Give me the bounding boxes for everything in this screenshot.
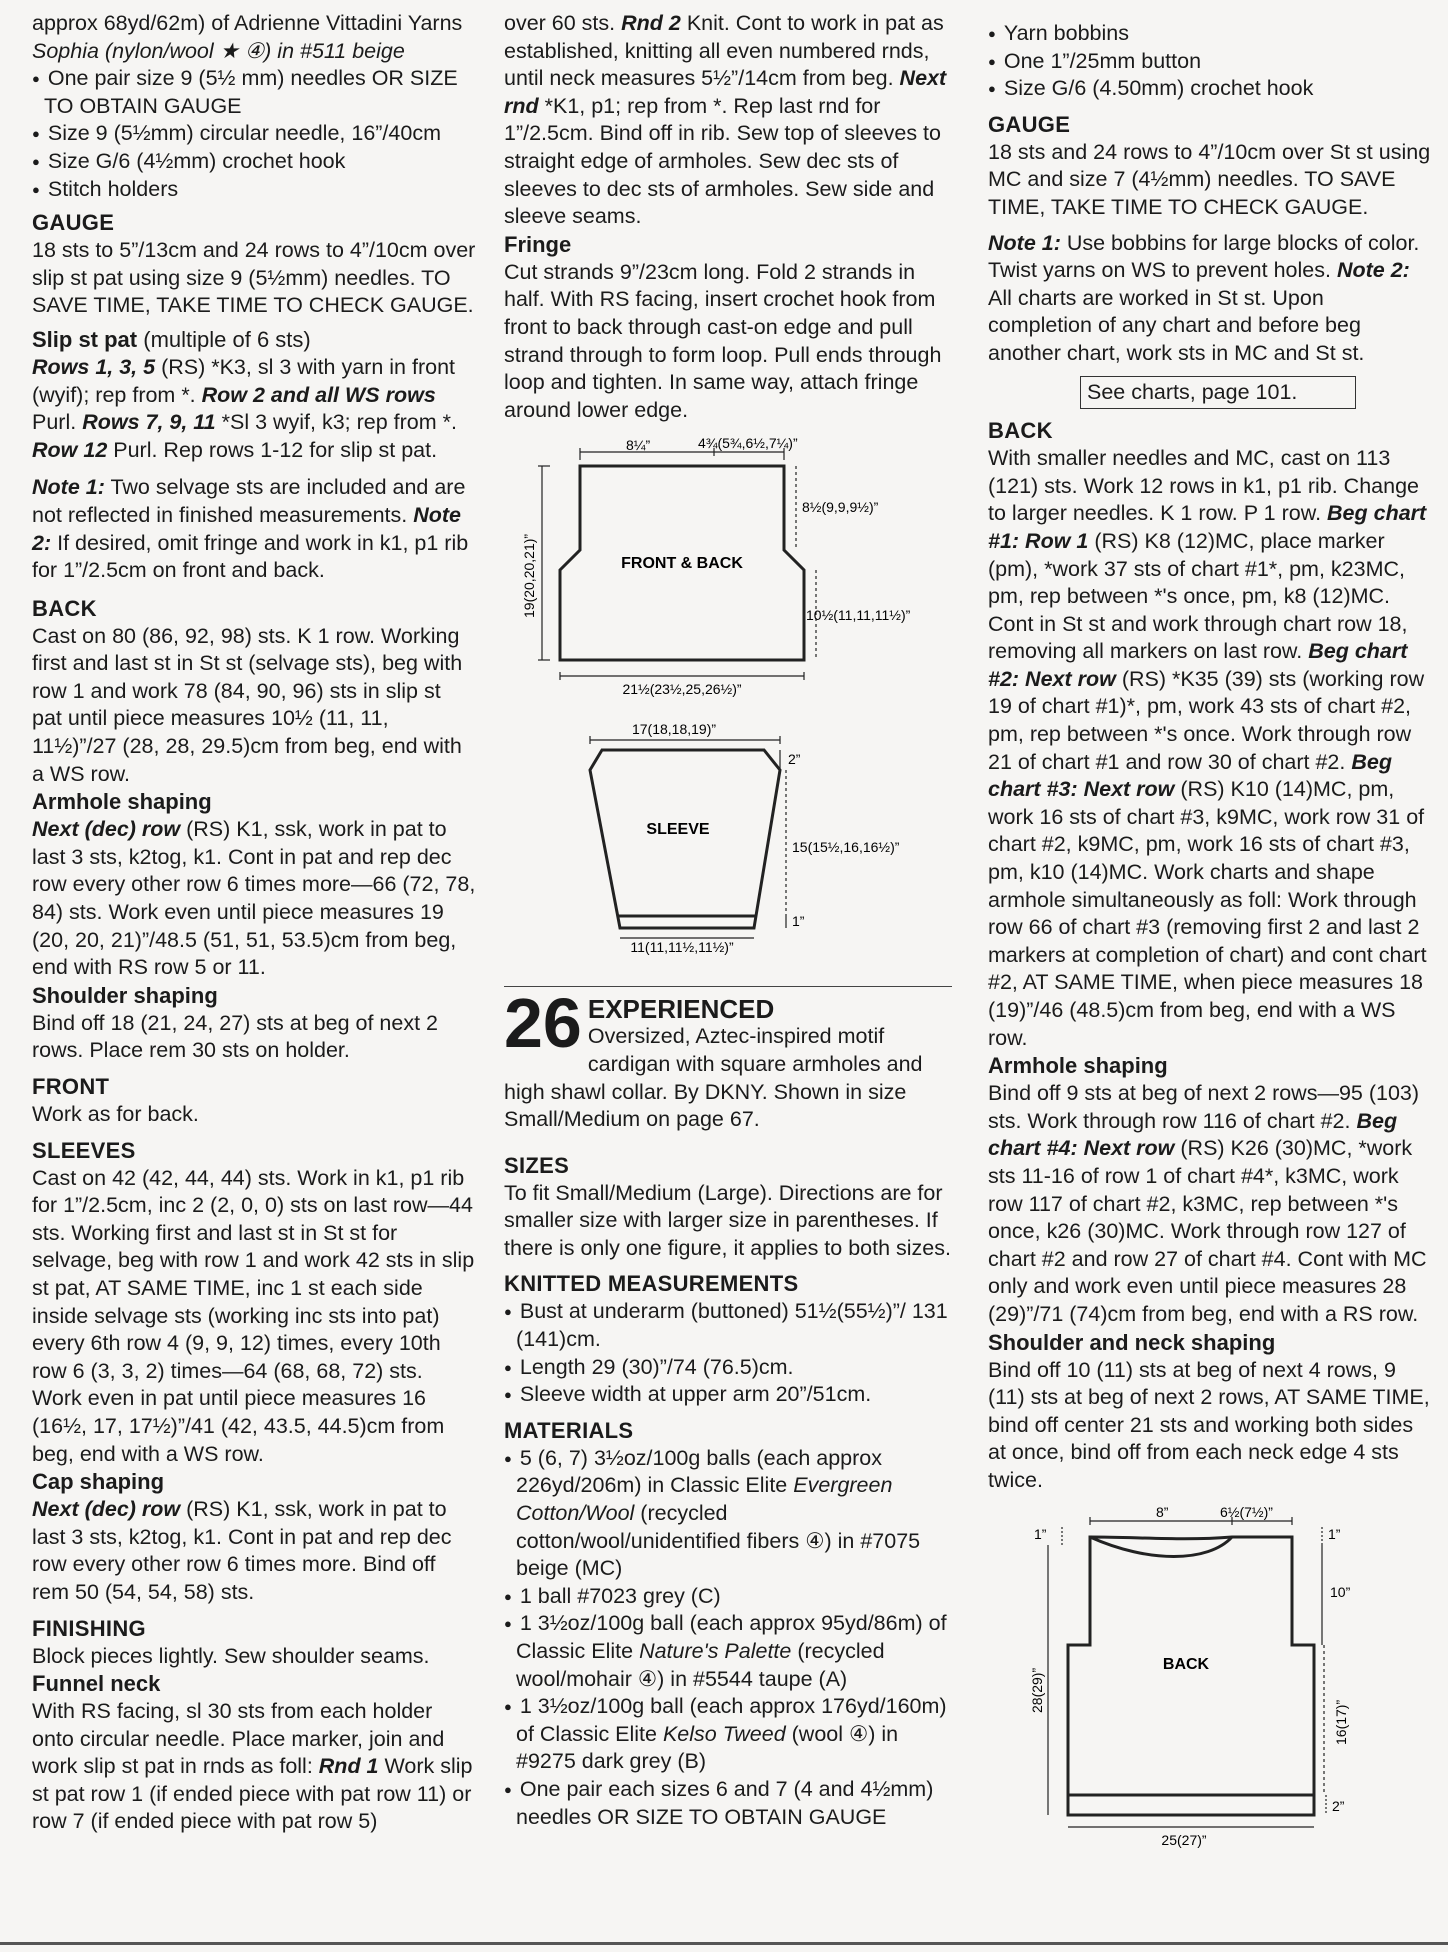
bk-dim-length: 28(29)” [1029,1667,1045,1713]
notes: Note 1: Use bobbins for large blocks of color. Twist yarns on WS to prevent holes. Note 2: All charts are worked in St st. Upon completion of any chart and before beg another chart, work sts in MC and St st. [988,230,1420,365]
column-1 [32,10,476,1836]
back-text: With smaller needles and MC, cast on 113 (121) sts. Work 12 rows in k1, p1 rib. Change to larger needles. K 1 row. P 1 row. Beg chart #1: Row 1 (RS) K8 (12)MC, place marker (pm), *work 37 sts of chart #1*, pm, k23MC, pm, rep between *'s once, pm, k8 (12)MC. Cont in St st and work through chart row 18, removing all markers on last row. Beg chart #2: Next row (RS) *K35 (39) sts (working row 19 of chart #1)*, pm, work 43 sts of chart #2, pm, rep between *'s once. Work through row 21 of chart #1 and row 30 of chart #2. Beg chart #3: Next row (RS) K10 (14)MC, pm, work 16 sts of chart #3, k9MC, work row 31 of chart #2, k9MC, pm, work 16 sts of chart #3, pm, k10 (14)MC. Work charts and shape armhole simultaneously as foll: Work through row 66 of chart #3 (removing first 2 and last 2 markers at completion of chart) and cont chart #2, AT SAME TIME, when piece measures 18 (19)”/46 (48.5)cm from beg, end with a WS row. [988,446,1427,1050]
project-number: 26 [504,984,582,1063]
intro-line-1: approx 68yd/62m) of Adrienne Vittadini Yarns [32,11,463,35]
measurement-item: ● Length 29 (30)”/74 (76.5)cm. [504,1354,952,1382]
fb-dim-bottom: 21½(23½,25,26½)” [622,681,742,698]
fb-dim-side: 10½(11,11,11½)” [806,607,911,624]
bk-dim-shoulder-right: 1” [1328,1525,1341,1542]
material-item: ● Size 9 (5½mm) circular needle, 16”/40cm [32,120,476,148]
notes: Note 1: Two selvage sts are included and are not reflected in finished measurements. Note 2: If desired, omit fringe and work in k1, p1 rib for 1”/2.5cm on front and back. [32,475,469,583]
sl-dim-rib: 1” [792,913,805,930]
bk-dim-armhole: 10” [1330,1583,1351,1600]
back-text: Cast on 80 (86, 92, 98) sts. K 1 row. Working first and last st in St st (selvage sts), beg with row 1 and work 78 (84, 90, 96) sts in slip st pat until piece measures 10½ (11, 11, 11½)”/27 (28, 28, 29.5)cm from beg, end with a WS row. [32,623,463,786]
cap-heading: Cap shaping [32,1469,165,1495]
back-heading: BACK [32,595,97,621]
slip-st-pattern: Rows 1, 3, 5 (RS) *K3, sl 3 with yarn in front (wyif); rep from *. Row 2 and all WS rows Purl. Rows 7, 9, 11 *Sl 3 wyif, k3; rep from *. Row 12 Purl. Rep rows 1-12 for slip st pat. [32,354,457,462]
bk-dim-side: 16(17)” [1333,1699,1349,1745]
gauge-heading: GAUGE [32,210,115,236]
front-back-schematic [504,438,952,708]
fb-dim-top-shoulder: 4¾(5¾,6½,7¼)” [698,438,798,452]
fringe-heading: Fringe [504,231,572,257]
shoulder-neck-heading: Shoulder and neck shaping [988,1329,1276,1355]
project-26-header [504,986,952,1133]
see-charts-box: See charts, page 101. [1080,376,1356,410]
bottom-rule [0,1942,1448,1945]
gauge-text: 18 sts and 24 rows to 4”/10cm over St st using MC and size 7 (4½mm) needles. TO SAVE TIME, TAKE TIME TO CHECK GAUGE. [988,139,1431,219]
material-item: ● One pair each sizes 6 and 7 (4 and 4½mm) needles OR SIZE TO OBTAIN GAUGE [504,1776,952,1831]
finishing-text: Block pieces lightly. Sew shoulder seams. [32,1643,430,1668]
sleeve-label: SLEEVE [646,821,710,839]
funnel-neck-text: With RS facing, sl 30 sts from each holder onto circular needle. Place marker, join and work slip st pat in rnds as foll: Rnd 1 Work slip st pat row 1 (if ended piece with pat row 11) or row 7 (if ended piece with pat row 5) [32,1699,473,1834]
material-item: ● One pair size 9 (5½ mm) needles OR SIZE TO OBTAIN GAUGE [32,65,476,120]
column-3 [988,10,1432,1865]
bk-dim-shoulder-left: 1” [1034,1525,1047,1542]
sleeves-text: Cast on 42 (42, 44, 44) sts. Work in k1, p1 rib for 1”/2.5cm, inc 2 (2, 0, 0) sts on last row—44 sts. Working first and last st in St st for selvage, beg with row 1 and work 42 sts in slip st pat, AT SAME TIME, inc 1 st each side inside selvage sts (working inc sts into pat) every 6th row 4 (9, 9, 12) times, every 10th row 6 (3, 3, 2) times—64 (68, 68, 72) sts. Work even in pat until piece measures 16 (16½, 17, 17½)”/41 (42, 43.5, 44.5)cm from beg, end with a WS row. [32,1165,475,1466]
back-schematic [988,1505,1432,1865]
armhole-heading: Armhole shaping [32,789,212,815]
measurement-item: ● Bust at underarm (buttoned) 51½(55½)”/ 131 (141)cm. [504,1298,952,1353]
sleeve-schematic [504,716,952,956]
front-text: Work as for back. [32,1102,199,1126]
armhole-heading: Armhole shaping [988,1053,1168,1079]
material-item: ● 1 3½oz/100g ball (each approx 95yd/86m) of Classic Elite Nature's Palette (recycled wool/mohair ④) in #5544 taupe (A) [504,1610,952,1693]
neck-continued: over 60 sts. Rnd 2 Knit. Cont to work in pat as established, knitting all even numbered rnds, until neck measures 5½”/14cm from beg. Next rnd *K1, p1; rep from *. Rep last rnd for 1”/2.5cm. Bind off in rib. Sew top of sleeves to straight edge of armholes. Sew dec sts of sleeves to dec sts of armholes. Sew side and sleeve seams. [504,11,947,229]
bk-dim-top-center: 8” [1156,1504,1169,1520]
finishing-heading: FINISHING [32,1615,146,1641]
back-outline [1068,1537,1314,1815]
slip-st-heading: Slip st pat (multiple of 6 sts) [32,326,311,352]
skill-level: EXPERIENCED [587,994,775,1025]
armhole-text: Next (dec) row (RS) K1, ssk, work in pat to last 3 sts, k2tog, k1. Cont in pat and rep dec row every other row 6 times more—66 (72, 78, 84) sts. Work even until piece measures 19 (20, 20, 21)”/48.5 (51, 51, 53.5)cm from beg, end with RS row 5 or 11. [32,817,476,980]
material-item: ● 1 3½oz/100g ball (each approx 176yd/160m) of Classic Elite Kelso Tweed (wool ④) in #9275 dark grey (B) [504,1693,952,1776]
sizes-text: To fit Small/Medium (Large). Directions are for smaller size with larger size in parentheses. If there is only one figure, it applies to both sizes. [504,1180,951,1260]
sl-dim-cap: 2” [788,751,801,768]
fb-dim-armhole: 8½(9,9,9½)” [802,499,879,516]
armhole-text: Bind off 9 sts at beg of next 2 rows—95 (103) sts. Work through row 116 of chart #2. Beg chart #4: Next row (RS) K26 (30)MC, *work sts 11-16 of row 1 of chart #4*, k3MC, work row 117 of chart #2, k3MC, rep between *'s once, k26 (30)MC. Work through row 127 of chart #2 and row 27 of chart #4. Cont with MC only and work even until piece measures 28 (29)”/71 (74)cm from beg, end with a RS row. [988,1081,1427,1326]
front-back-label: FRONT & BACK [621,555,743,573]
bk-dim-bottom: 25(27)” [1161,1831,1207,1848]
sl-dim-bottom: 11(11,11½,11½)” [630,939,734,956]
shoulder-heading: Shoulder shaping [32,982,218,1008]
sl-dim-top: 17(18,18,19)” [631,721,717,738]
gauge-heading: GAUGE [988,111,1071,137]
sleeve-outline [590,750,780,928]
gauge-text: 18 sts to 5”/13cm and 24 rows to 4”/10cm over slip st pat using size 9 (5½mm) needles. TO SAVE TIME, TAKE TIME TO CHECK GAUGE. [32,238,476,318]
fb-dim-top-center: 8¼” [626,438,651,454]
fringe-text: Cut strands 9”/23cm long. Fold 2 strands in half. With RS facing, insert crochet hook from front to back through cast-on edge and pull strand through to form loop. Pull ends through loop and tighten. In same way, attach fringe around lower edge. [504,259,942,422]
sleeves-heading: SLEEVES [32,1137,136,1163]
materials-heading: MATERIALS [504,1417,634,1443]
back-label: BACK [1162,1655,1210,1673]
shoulder-neck-text: Bind off 10 (11) sts at beg of next 4 rows, 9 (11) sts at beg of next 2 rows, AT SAME TIME, bind off center 21 sts and working both sides at once, bind off from each neck edge 4 sts twice. [988,1357,1430,1492]
fb-dim-length: 19(20,20,21)” [521,534,537,619]
shoulder-text: Bind off 18 (21, 24, 27) sts at beg of next 2 rows. Place rem 30 sts on holder. [32,1010,438,1063]
material-item: ● 1 ball #7023 grey (C) [504,1583,952,1611]
back-neckline [1090,1537,1232,1557]
front-heading: FRONT [32,1074,110,1099]
measurements-heading: KNITTED MEASUREMENTS [504,1271,799,1297]
bk-dim-rib: 2” [1332,1797,1345,1814]
funnel-neck-heading: Funnel neck [32,1671,161,1697]
material-item: ● One 1”/25mm button [988,48,1432,76]
material-item: ● 5 (6, 7) 3½oz/100g balls (each approx 226yd/206m) in Classic Elite Evergreen Cotton/Wool (recycled cotton/wool/unidentified fibers ④) in #7075 beige (MC) [504,1445,952,1583]
material-item: ● Stitch holders [32,176,476,204]
bk-dim-top-shoulder: 6½(7½)” [1220,1504,1273,1520]
back-heading: BACK [988,418,1053,444]
project-description: Oversized, Aztec-inspired motif cardigan with square armholes and high shawl collar. By DKNY. Shown in size Small/Medium on page 67. [504,1024,923,1132]
column-2 [504,10,952,1831]
sizes-heading: SIZES [504,1152,570,1178]
cap-text: Next (dec) row (RS) K1, ssk, work in pat to last 3 sts, k2tog, k1. Cont in pat and rep dec row every other row 6 times more. Bind off rem 50 (54, 54, 58) sts. [32,1497,452,1604]
material-item: ● Size G/6 (4½mm) crochet hook [32,148,476,176]
intro-line-2: Sophia (nylon/wool ★ ④) in #511 beige [32,38,405,63]
material-item: ● Size G/6 (4.50mm) crochet hook [988,75,1432,103]
sl-dim-length: 15(15½,16,16½)” [792,839,900,856]
material-item: ● Yarn bobbins [988,20,1432,48]
measurement-item: ● Sleeve width at upper arm 20”/51cm. [504,1381,952,1409]
